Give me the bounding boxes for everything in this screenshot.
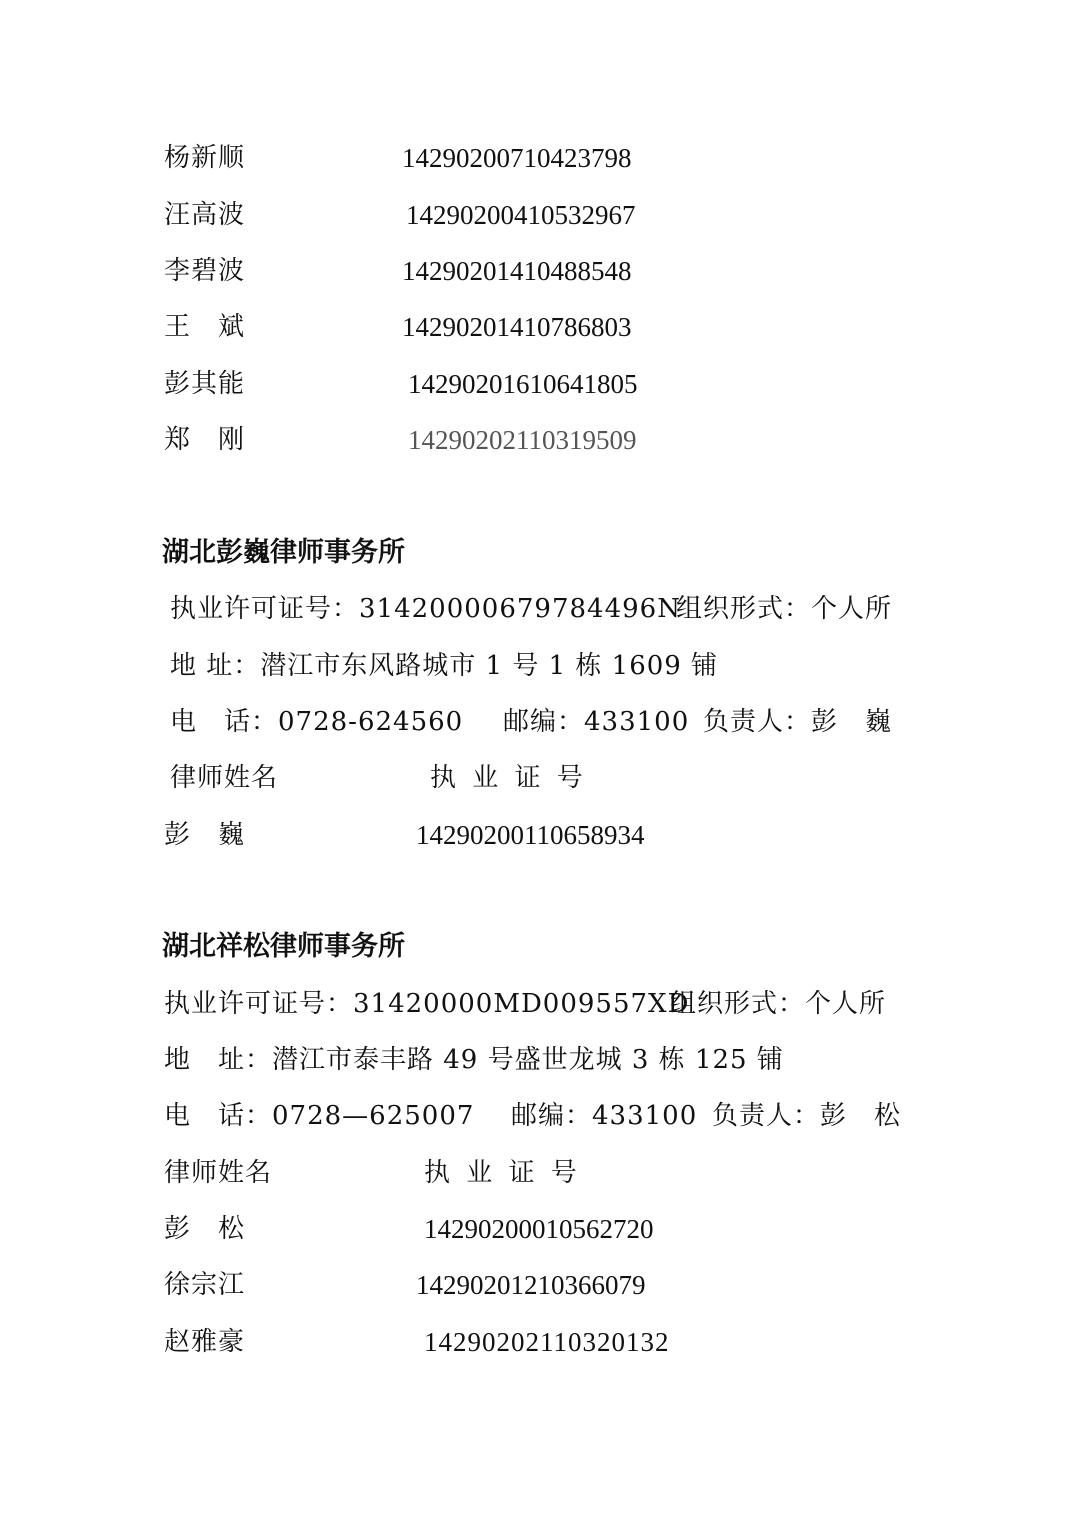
lawyer-name: 赵雅豪 <box>164 1327 246 1357</box>
firm-head: 负责人：彭 巍 <box>703 707 893 737</box>
firm-address: 地 址：潜江市东风路城市 1 号 1 栋 1609 铺 <box>170 651 719 681</box>
license-number: 执业许可证号：31420000MD009557XD <box>164 989 690 1019</box>
lawyer-cert-number: 14290201410786803 <box>402 312 632 342</box>
lawyer-cert-number: 14290201210366079 <box>416 1270 646 1300</box>
column-header-name: 律师姓名 <box>164 1158 273 1188</box>
lawyer-cert-number: 14290200110658934 <box>416 820 645 850</box>
lawyer-cert-number: 14290202110319509 <box>408 425 637 455</box>
firm-title: 湖北祥松律师事务所 <box>162 931 405 962</box>
firm-phone: 电 话：0728—625007 <box>164 1101 475 1131</box>
lawyer-cert-number: 14290200010562720 <box>424 1214 654 1244</box>
lawyer-name: 杨新顺 <box>164 143 246 173</box>
lawyer-cert-number: 14290202110320132 <box>424 1327 670 1357</box>
lawyer-cert-number: 14290201610641805 <box>408 369 638 399</box>
lawyer-name: 李碧波 <box>164 256 246 286</box>
lawyer-name: 彭 巍 <box>164 820 246 850</box>
firm-phone: 电 话：0728-624560 <box>170 707 464 737</box>
organization-form: 组织形式：个人所 <box>670 989 887 1019</box>
lawyer-name: 彭 松 <box>164 1214 246 1244</box>
firm-postcode: 邮编：433100 <box>503 707 690 737</box>
column-header-name: 律师姓名 <box>170 763 279 793</box>
lawyer-name: 彭其能 <box>164 369 246 399</box>
firm-postcode: 邮编：433100 <box>511 1101 698 1131</box>
lawyer-cert-number: 14290200710423798 <box>402 143 632 173</box>
firm-head: 负责人：彭 松 <box>712 1101 902 1131</box>
firm-address: 地 址：潜江市泰丰路 49 号盛世龙城 3 栋 125 铺 <box>164 1045 784 1075</box>
firm-title: 湖北彭巍律师事务所 <box>162 537 405 568</box>
organization-form: 组织形式：个人所 <box>676 594 893 624</box>
license-number: 执业许可证号：31420000679784496N <box>170 594 681 624</box>
lawyer-name: 徐宗江 <box>164 1270 246 1300</box>
lawyer-cert-number: 14290201410488548 <box>402 256 632 286</box>
lawyer-name: 郑 刚 <box>164 425 246 455</box>
lawyer-cert-number: 14290200410532967 <box>406 200 636 230</box>
lawyer-name: 汪高波 <box>164 200 246 230</box>
lawyer-name: 王 斌 <box>164 312 246 342</box>
column-header-cert: 执 业 证 号 <box>430 763 584 793</box>
column-header-cert: 执 业 证 号 <box>424 1158 578 1188</box>
